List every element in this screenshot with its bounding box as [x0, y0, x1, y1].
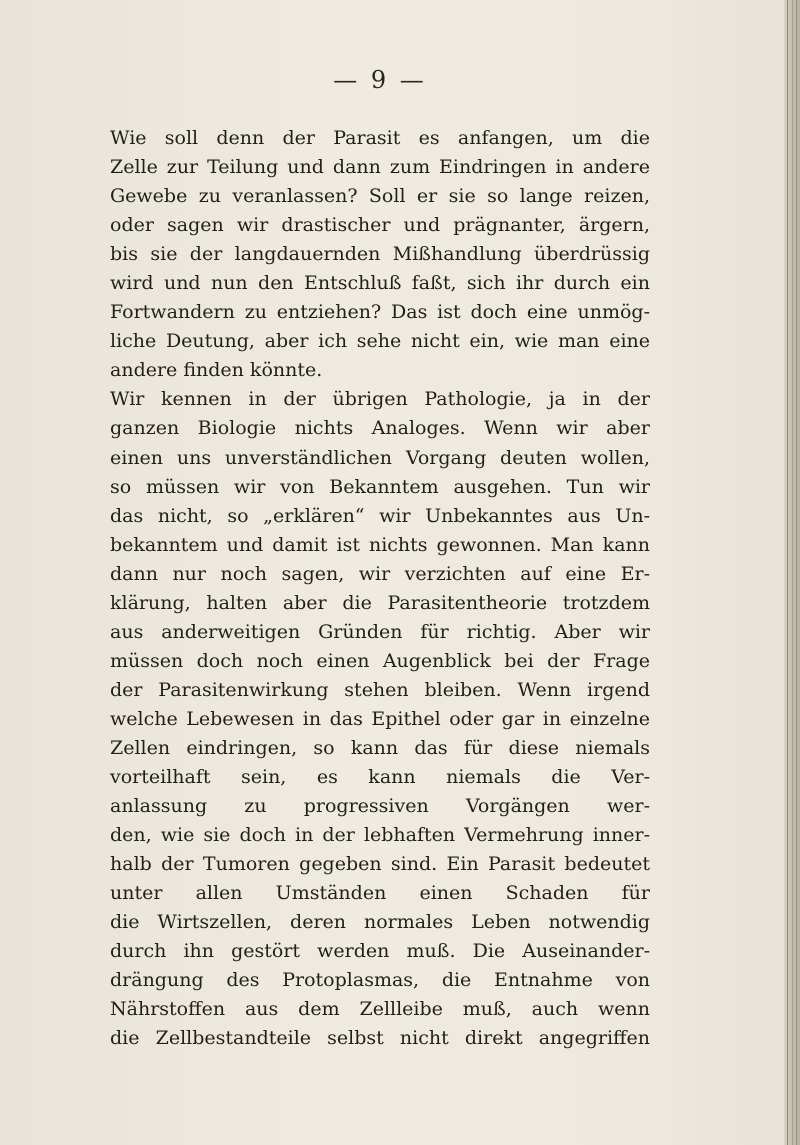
text-line: klärung, halten aber die Parasitentheorie trotzdem	[110, 591, 650, 614]
page-edge-line	[792, 0, 793, 1145]
text-line: liche Deutung, aber ich sehe nicht ein, wie man eine	[110, 330, 650, 353]
text-line: der Parasitenwirkung stehen bleiben. Wenn irgend	[110, 678, 650, 701]
text-line: oder sagen wir drastischer und prägnanter, ärgern,	[110, 214, 650, 237]
text-line: Gewebe zu veranlassen? Soll er sie so lange reizen,	[110, 185, 650, 208]
text-line: dann nur noch sagen, wir verzichten auf eine Er-	[110, 562, 650, 585]
text-line: Zelle zur Teilung und dann zum Eindringen in andere	[110, 156, 650, 179]
page-edge	[784, 0, 800, 1145]
text-line: bis sie der langdauernden Mißhandlung überdrüssig	[110, 243, 650, 266]
text-line: Wir kennen in der übrigen Pathologie, ja in der	[110, 388, 650, 411]
body-text	[110, 124, 650, 1054]
text-line: bekanntem und damit ist nichts gewonnen. Man kann	[110, 533, 650, 556]
text-line: anlassung zu progressiven Vorgängen wer-	[110, 795, 650, 818]
text-line: die Zellbestandteile selbst nicht direkt angegriffen	[110, 1027, 650, 1050]
text-line: Zellen eindringen, so kann das für diese niemals	[110, 736, 650, 759]
text-line: Wie soll denn der Parasit es anfangen, um die	[110, 127, 650, 149]
text-line: drängung des Protoplasmas, die Entnahme von	[110, 969, 650, 992]
text-line: wird und nun den Entschluß faßt, sich ihr durch ein	[110, 272, 650, 295]
text-line: halb der Tumoren gegeben sind. Ein Parasit bedeutet	[110, 853, 650, 876]
text-line: aus anderweitigen Gründen für richtig. Aber wir	[110, 620, 650, 643]
text-line: einen uns unverständlichen Vorgang deuten wollen,	[110, 446, 650, 469]
text-line: Nährstoffen aus dem Zellleibe muß, auch wenn	[110, 998, 650, 1021]
page-edge-line	[787, 0, 788, 1145]
text-line: andere finden könnte.	[110, 359, 323, 382]
text-line: welche Lebewesen in das Epithel oder gar in einzelne	[110, 707, 650, 730]
text-line: ganzen Biologie nichts Analoges. Wenn wir aber	[110, 417, 650, 440]
text-line: müssen doch noch einen Augenblick bei der Frage	[110, 649, 650, 672]
text-line: den, wie sie doch in der lebhaften Vermehrung inner-	[110, 824, 650, 847]
text-line: so müssen wir von Bekanntem ausgehen. Tun wir	[110, 475, 650, 498]
text-line: die Wirtszellen, deren normales Leben notwendig	[110, 911, 650, 934]
text-line: unter allen Umständen einen Schaden für	[110, 882, 650, 905]
text-line: durch ihn gestört werden muß. Die Auseinander-	[110, 940, 650, 963]
text-line: Fortwandern zu entziehen? Das ist doch eine unmög-	[110, 301, 650, 324]
text-line: das nicht, so „erklären“ wir Unbekanntes aus Un-	[110, 504, 650, 527]
page-edge-line	[796, 0, 797, 1145]
page-number: — 9 —	[333, 66, 427, 94]
text-line: vorteilhaft sein, es kann niemals die Ver-	[110, 766, 650, 789]
